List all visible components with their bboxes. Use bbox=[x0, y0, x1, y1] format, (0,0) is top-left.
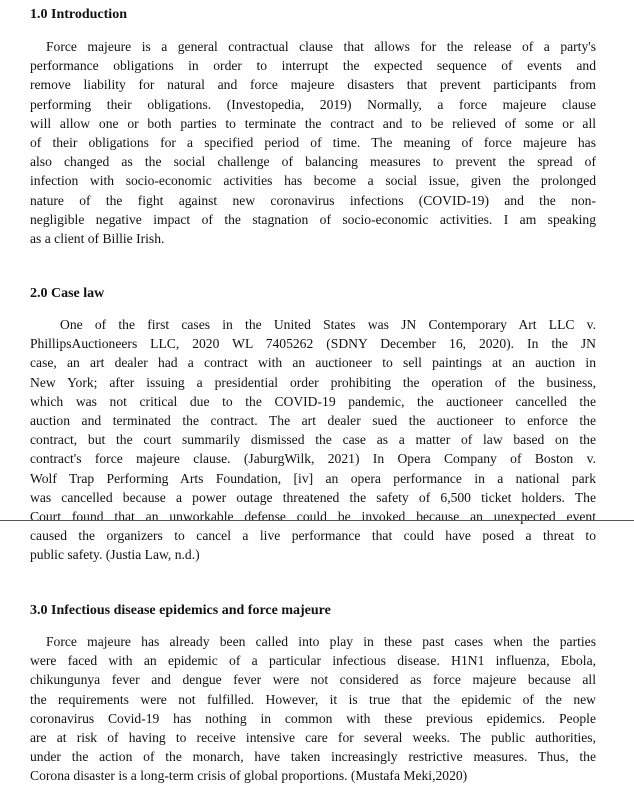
text-line: which was not critical due to the COVID-19 pandemic, the auctioneer cancelled the bbox=[30, 393, 596, 409]
text-line: One of the first cases in the United States was JN Contemporary Art LLC v. bbox=[60, 317, 596, 332]
section-heading-case-law: 2.0 Case law bbox=[30, 286, 105, 301]
text-line: public safety. (Justia Law, n.d.) bbox=[30, 547, 200, 563]
text-line: Force majeure has already been called into play in these past cases when the parties bbox=[46, 634, 596, 649]
text-line: caused the organizers to cancel a live performance that could have posed a threat to bbox=[30, 528, 596, 544]
text-line: nature of the fight against new coronavirus infections (COVID-19) and the non- bbox=[30, 192, 596, 208]
text-line: were faced with an epidemic of a particular infectious disease. H1N1 influenza, Ebola, bbox=[30, 653, 596, 669]
text-line: was cancelled because a power outage threatened the safety of 6,500 ticket holders. The bbox=[30, 489, 596, 505]
text-line: performing their obligations. (Investopedia, 2019) Normally, a force majeure clause bbox=[30, 96, 596, 112]
text-line: negligible negative impact of the stagnation of socio-economic activities. I am speaking bbox=[30, 211, 596, 227]
page-divider bbox=[0, 520, 634, 521]
text-line: the requirements were not fulfilled. However, it is true that the epidemic of the new bbox=[30, 691, 596, 707]
text-line: remove liability for natural and force majeure disasters that prevent participants from bbox=[30, 77, 596, 93]
section-heading-epidemics: 3.0 Infectious disease epidemics and force majeure bbox=[30, 603, 331, 618]
text-line: Force majeure is a general contractual clause that allows for the release of a party's bbox=[46, 39, 596, 54]
text-line: also changed as the social challenge of balancing measures to prevent the spread of bbox=[30, 154, 596, 170]
text-line: chikungunya fever and dengue fever were not considered as force majeure because all bbox=[30, 672, 596, 688]
text-line: of their obligations for a specified period of time. The meaning of force majeure has bbox=[30, 135, 596, 151]
text-line: coronavirus Covid-19 has nothing in common with these previous epidemics. People bbox=[30, 710, 596, 726]
text-line: case, an art dealer had a contract with an auctioneer to sell paintings at an auction in bbox=[30, 355, 596, 371]
text-line: will allow one or both parties to terminate the contract and to be relieved of some or all bbox=[30, 115, 596, 131]
text-line: contract, but the court summarily dismissed the case as a matter of law based on the bbox=[30, 432, 596, 448]
epidemics-paragraph bbox=[30, 632, 596, 786]
introduction-paragraph bbox=[30, 37, 596, 248]
text-line: infection with socio-economic activities has become a social issue, given the prolonged bbox=[30, 173, 596, 189]
text-line: under the action of the monarch, have taken increasingly restrictive measures. Thus, the bbox=[30, 749, 596, 765]
text-line: contract's force majeure clause. (JaburgWilk, 2021) In Opera Company of Boston v. bbox=[30, 451, 596, 467]
text-line: are at risk of having to receive intensive care for several weeks. The public authorities, bbox=[30, 730, 596, 746]
case-law-paragraph bbox=[30, 315, 596, 565]
text-line: Corona disaster is a long-term crisis of global proportions. (Mustafa Meki,2020) bbox=[30, 768, 468, 784]
text-line: auction and terminated the contract. The art dealer sued the auctioneer to enforce the bbox=[30, 413, 596, 429]
text-line: Court found that an unworkable defense could be invoked because an unexpected event bbox=[30, 509, 596, 525]
text-line: as a client of Billie Irish. bbox=[30, 231, 165, 247]
section-heading-introduction: 1.0 Introduction bbox=[30, 7, 127, 22]
text-line: Wolf Trap Performing Arts Foundation, [iv] an opera performance in a national park bbox=[30, 470, 596, 486]
text-line: performance obligations in order to interrupt the expected sequence of events and bbox=[30, 58, 596, 74]
text-line: New York; after issuing a presidential order prohibiting the operation of the business, bbox=[30, 374, 596, 390]
text-line: PhillipsAuctioneers LLC, 2020 WL 7405262 (SDNY December 16, 2020). In the JN bbox=[30, 336, 596, 352]
